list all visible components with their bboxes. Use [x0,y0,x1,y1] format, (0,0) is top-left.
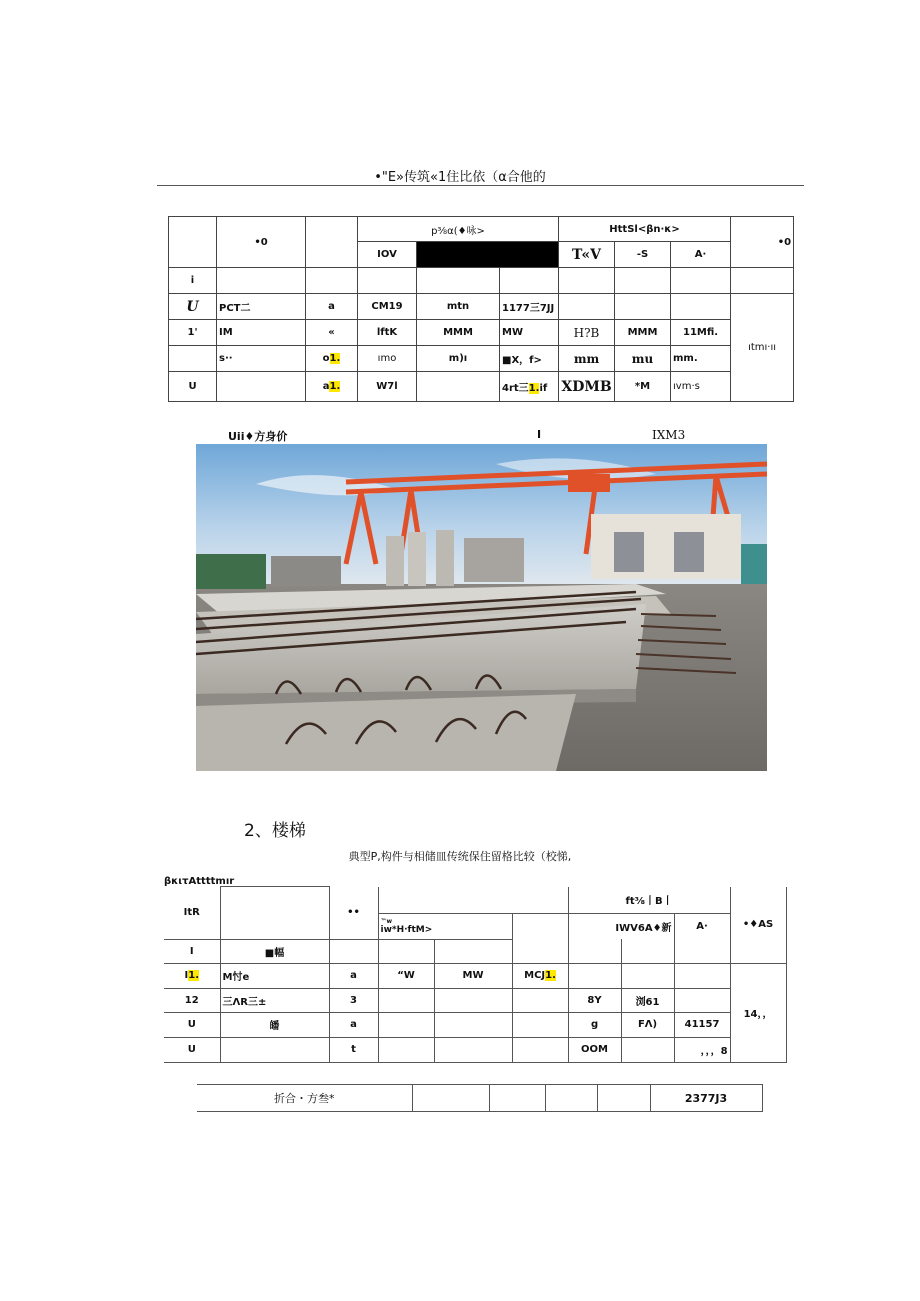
comparison-table-1 [168,216,794,402]
t2-r1-c5-text: MCJ [524,970,546,981]
t1-r5-c5 [500,372,559,402]
section-heading-stairs: 2、楼梯 [244,821,306,841]
photo-caption-left: Uii♦方身价 [228,430,288,443]
t1-r4-c4: m)ı [417,346,500,372]
t2-sub-6: A· [674,913,730,939]
table2-title: 典型P,构件与相储皿传统保住留格比较（校悌, [348,850,572,863]
t1-r4-c6: mm [559,346,615,372]
t1-r2-c5: 1177三7JJ [500,294,559,320]
t2-r3-c0: U [164,1012,220,1037]
t2-h2-c1: ■幅 [220,939,329,963]
header-rule [157,185,804,186]
t1-row-4 [169,346,794,372]
t2-r2-c2: 3 [329,988,378,1012]
t1-header-right: •0 [731,217,794,268]
t1-r3-c0: 1' [169,320,217,346]
t2-sub-1-bottom: iw*H·ftM> [380,925,433,935]
t1-r2-c2: a [306,294,358,320]
t1-r1-c0: i [169,268,217,294]
t1-r5-c5-text: 4rt三 [502,383,529,394]
t1-header-group2: HttSl<βn·κ> [559,217,731,242]
t2-r3-c7: FΛ) [621,1012,674,1037]
t1-r4-c1: s·· [217,346,306,372]
t1-r5-c2 [306,372,358,402]
t1-r2-c0: U [169,294,217,320]
t2-row-2 [164,988,786,1012]
t1-r4-c2-highlight: 1. [329,353,341,364]
t1-sub-5: A· [671,242,731,268]
t1-r3-c2: « [306,320,358,346]
t2-r2-c7: 浏61 [621,988,674,1012]
t1-header-c2 [306,217,358,268]
t1-r4-c5: ■X，f> [500,346,559,372]
document-header-title: •"E»传筑«1住比依（α合他的 [374,170,546,185]
t2-r3-c8: 41157 [674,1012,730,1037]
t2-header-c0: ItR [164,887,220,939]
t1-sub-redacted [417,242,559,268]
t1-r2-c1: PCT二 [217,294,306,320]
summary-table [197,1084,763,1112]
t1-r5-c5-tail: if [539,383,548,394]
t1-r3-c5: MW [500,320,559,346]
t2-r4-c2: t [329,1037,378,1062]
t1-r3-c1: IM [217,320,306,346]
precast-slab-photo [196,444,767,771]
t1-header-group1: p⅜α(♦咏> [358,217,559,242]
t2-header-group2: ft⅜丨B丨 [568,887,730,913]
t2-sub-1 [378,913,512,939]
t1-r5-c2-text: a [322,381,330,392]
t1-r3-c7: MMM [615,320,671,346]
t1-r3-c6: H?B [559,320,615,346]
photo-caption-right: IXM3 [652,428,686,442]
t2-r2-c6: 8Y [568,988,621,1012]
t1-r5-c6: XDMB [559,372,615,402]
t1-r5-c0: U [169,372,217,402]
t2-r4-c0: U [164,1037,220,1062]
comparison-table-2 [164,887,787,1063]
t2-sub-4: IWV6A♦新 [568,913,674,939]
t1-r2-c3: CM19 [358,294,417,320]
t2-r3-c2: a [329,1012,378,1037]
t2-row-1 [164,963,786,988]
t2-row-3 [164,1012,786,1037]
t2-merged-right: 14，， [730,963,786,1062]
photo-caption-mid: I [537,428,542,441]
t2-r1-c1: M忖e [220,963,329,988]
t2-r1-c0 [164,963,220,988]
t2-r1-c5-highlight: 1. [545,970,556,981]
t1-merged-right: ıtmı·ıı [731,294,794,402]
t2-r3-c1: 皤 [220,1012,329,1037]
t2-r4-c6: OOM [568,1037,621,1062]
t2-r1-c0-text: I [184,970,189,981]
t2-row-4 [164,1037,786,1062]
t1-header-empty [169,217,217,268]
t2-header-right: •♦AS [730,887,786,963]
t1-r4-c2 [306,346,358,372]
t2-header-c2: •• [329,887,378,939]
t1-r3-c4: MMM [417,320,500,346]
t2-r1-c0-highlight: 1. [188,970,199,981]
t2-r1-c5 [512,963,568,988]
t1-row-5 [169,372,794,402]
t1-header-c1: •0 [217,217,306,268]
t2-sub-1-top: ™w [380,918,393,925]
t1-r5-c2-highlight: 1. [329,381,341,392]
t2-r2-c0: 12 [164,988,220,1012]
t1-r5-c5-highlight: 1. [528,383,540,394]
t1-r4-c3: ımo [358,346,417,372]
t2-r1-c2: a [329,963,378,988]
t1-sub-1: IOV [358,242,417,268]
t1-r5-c8: ıvm·s [671,372,731,402]
summary-c0: 折合・方叁* [197,1085,412,1112]
t2-r2-c1: 三ΛR三± [220,988,329,1012]
t2-r4-c8: ，，，8 [674,1037,730,1062]
t1-r4-c8: mm. [671,346,731,372]
precast-slab-illustration [196,444,767,771]
t1-row-1 [169,268,794,294]
t1-row-2 [169,294,794,320]
t2-r1-c3: “W [378,963,434,988]
t2-r3-c6: g [568,1012,621,1037]
t1-sub-4: -S [615,242,671,268]
t1-row-3 [169,320,794,346]
t2-h2-c0: I [164,939,220,963]
t1-r3-c3: lftK [358,320,417,346]
t1-sub-3: T«V [559,242,615,268]
t1-r4-c2-text: o [322,353,330,364]
summary-c5: 2377J3 [650,1085,762,1112]
table2-label: βκιτAttttmır [164,876,235,887]
t1-r5-c3: W7l [358,372,417,402]
t1-r4-c7: mu [615,346,671,372]
t1-r2-c4: mtn [417,294,500,320]
t1-r5-c7: *M [615,372,671,402]
t1-r3-c8: 11Mfi. [671,320,731,346]
t2-r1-c4: MW [434,963,512,988]
